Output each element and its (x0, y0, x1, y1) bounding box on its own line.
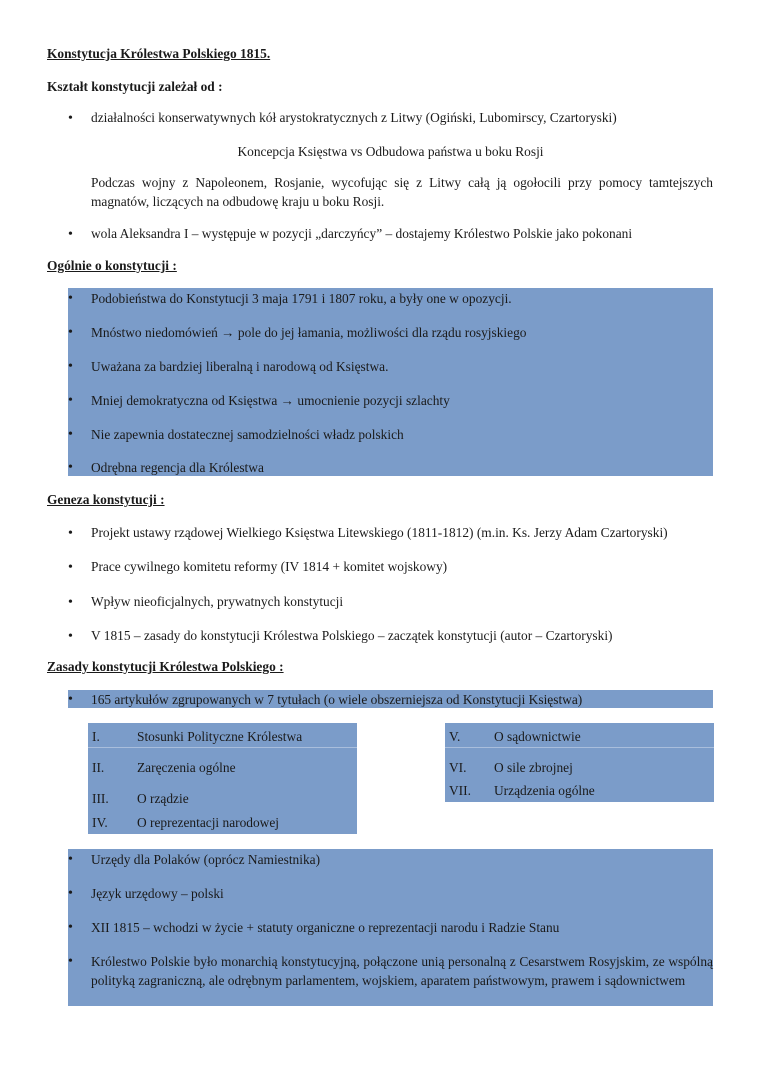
bullet-icon: • (68, 595, 73, 610)
bullet-icon: • (68, 629, 73, 644)
table-row (88, 723, 357, 754)
list-item-text: Królestwo Polskie było monarchią konstytucyjną, połączone unią personalną z Cesarstwem Rosyjskim, ze wspólną polityką zagraniczną, ale odrębnym parlamentem, wojskiem, aparatem państwowym, prawem i sądownictwem (91, 954, 713, 988)
row-divider (88, 747, 357, 748)
paragraph: Podczas wojny z Napoleonem, Rosjanie, wycofując się z Litwy całą ją ogołocili przy pomocy tamtejszych magnatów, liczących na odbudowę kraju u boku Rosji. (91, 175, 713, 209)
bullet-icon: • (68, 393, 73, 408)
table-row (88, 785, 357, 816)
table-row (88, 816, 357, 834)
list-item (68, 356, 713, 390)
list-item (68, 558, 713, 576)
list-item (68, 322, 713, 356)
list-item-text: Projekt ustawy rządowej Wielkiego Księstwa Litewskiego (1811-1812) (m.in. Ks. Jerzy Adam Czartoryski) (91, 525, 668, 540)
list-item-text: Podobieństwa do Konstytucji 3 maja 1791 i 1807 roku, a były one w opozycji. (91, 291, 512, 306)
list-item-text: Nie zapewnia dostatecznej samodzielności władz polskich (91, 427, 404, 442)
bullet-icon: • (68, 291, 73, 306)
bullet-icon: • (68, 954, 73, 969)
list-item (68, 225, 713, 243)
title-label: O sile zbrojnej (494, 760, 573, 775)
list-item (68, 458, 713, 476)
list-item (68, 917, 713, 951)
list-item-text: Wpływ nieoficjalnych, prywatnych konstytucji (91, 594, 344, 609)
list-item-text: działalności konserwatywnych kół arystokratycznych z Litwy (Ogiński, Lubomirscy, Czartoryski) (91, 110, 617, 125)
list-item-text: wola Aleksandra I – występuje w pozycji „darczyńcy” – dostajemy Królestwo Polskie jako pokonani (91, 226, 633, 241)
table-row (445, 785, 714, 802)
title-number: I. (92, 729, 100, 744)
document-title: Konstytucja Królestwa Polskiego 1815. (47, 46, 271, 61)
section-heading-general: Ogólnie o konstytucji : (47, 258, 177, 273)
title-label: O sądownictwie (494, 729, 581, 744)
list-item (68, 288, 713, 322)
titles-table-right (445, 723, 714, 802)
bullet-icon: • (68, 560, 73, 575)
list-item-text: Język urzędowy – polski (91, 886, 224, 901)
row-divider (445, 747, 714, 748)
list-item-text: Odrębna regencja dla Królestwa (91, 460, 264, 475)
list-item (68, 951, 713, 1006)
title-label: Urządzenia ogólne (494, 783, 595, 798)
centered-line: Koncepcja Księstwa vs Odbudowa państwa u boku Rosji (237, 144, 544, 159)
title-label: Zaręczenia ogólne (137, 760, 236, 775)
table-row (445, 754, 714, 785)
list-item-text: Mniej demokratyczna od Księstwa → umocnienie pozycji szlachty (91, 393, 450, 408)
list-item-text: XII 1815 – wchodzi w życie + statuty organiczne o reprezentacji narodu i Radzie Stanu (91, 920, 560, 935)
table-row (88, 754, 357, 785)
list-item (68, 424, 713, 458)
title-number: VI. (449, 760, 467, 775)
list-item-text: Uważana za bardziej liberalną i narodową od Księstwa. (91, 359, 389, 374)
list-item-text: Urzędy dla Polaków (oprócz Namiestnika) (91, 852, 321, 867)
bullet-icon: • (68, 920, 73, 935)
bullet-icon: • (68, 111, 73, 126)
list-item (68, 690, 713, 708)
title-number: IV. (92, 815, 108, 830)
section-heading-genesis: Geneza konstytucji : (47, 492, 165, 507)
bullet-icon: • (68, 852, 73, 867)
list-item (68, 593, 713, 611)
title-label: O rządzie (137, 791, 189, 806)
bullet-icon: • (68, 359, 73, 374)
title-number: III. (92, 791, 109, 806)
titles-table-left (88, 723, 357, 834)
section-heading-shape: Kształt konstytucji zależał od : (47, 79, 223, 94)
bullet-icon: • (68, 526, 73, 541)
title-label: O reprezentacji narodowej (137, 815, 280, 830)
list-item-text: V 1815 – zasady do konstytucji Królestwa Polskiego – zaczątek konstytucji (autor – Czartoryski) (91, 628, 613, 643)
list-item-text: Prace cywilnego komitetu reformy (IV 1814 + komitet wojskowy) (91, 559, 448, 574)
bullet-icon: • (68, 325, 73, 340)
bullet-icon: • (68, 460, 73, 475)
list-item-text: Mnóstwo niedomówień → pole do jej łamania, możliwości dla rządu rosyjskiego (91, 325, 527, 340)
list-item (68, 849, 713, 883)
list-item (68, 883, 713, 917)
section-heading-principles: Zasady konstytucji Królestwa Polskiego : (47, 659, 284, 674)
bullet-icon: • (68, 427, 73, 442)
list-item (68, 627, 713, 645)
list-item (68, 524, 713, 542)
bullet-icon: • (68, 227, 73, 242)
title-number: II. (92, 760, 105, 775)
title-label: Stosunki Polityczne Królestwa (137, 729, 303, 744)
bullet-icon: • (68, 886, 73, 901)
list-item-text: 165 artykułów zgrupowanych w 7 tytułach (o wiele obszerniejsza od Konstytucji Księstwa) (91, 692, 583, 707)
table-row (445, 723, 714, 754)
list-item (68, 109, 713, 127)
list-item (68, 390, 713, 424)
title-number: VII. (449, 783, 471, 798)
bullet-icon: • (68, 692, 73, 707)
title-number: V. (449, 729, 461, 744)
